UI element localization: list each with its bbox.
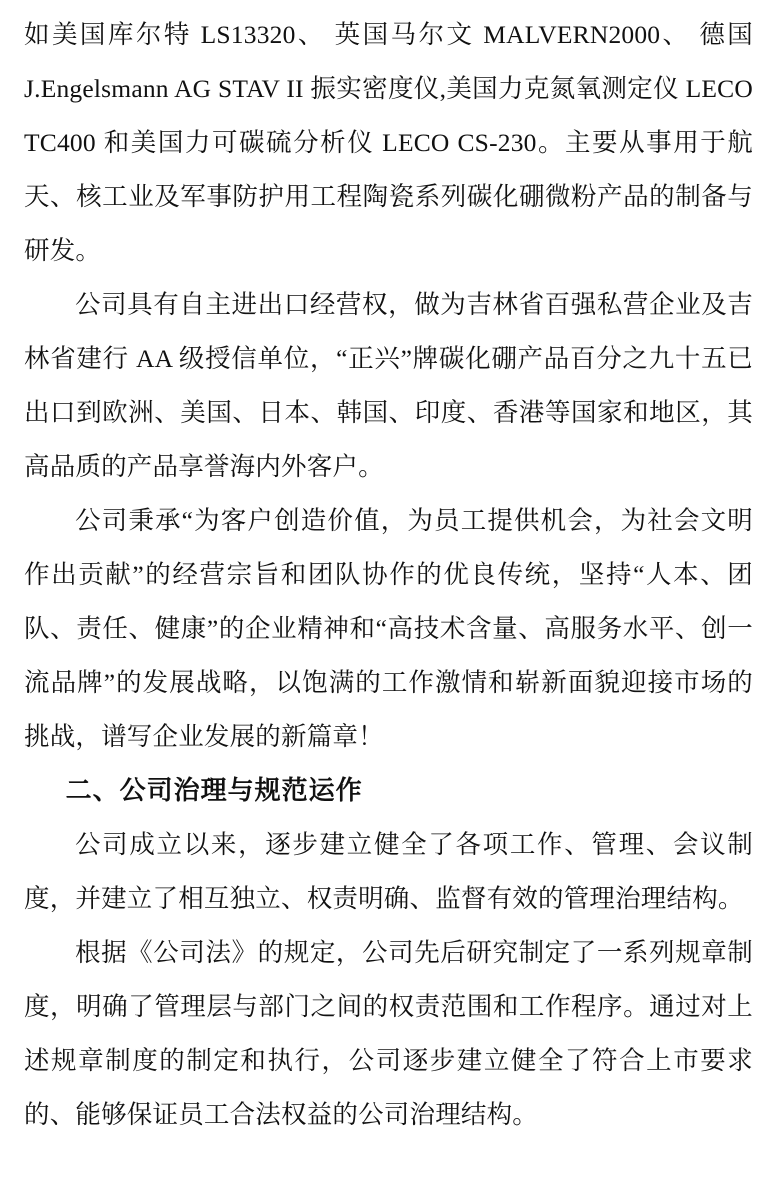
paragraph-company-law-rules: 根据《公司法》的规定，公司先后研究制定了一系列规章制度，明确了管理层与部门之间的权责范围和工作程序。通过对上述规章制度的制定和执行，公司逐步建立健全了符合上市要求的、能够保证员工合法权益的公司治理结构。 bbox=[24, 938, 753, 1129]
paragraph-equipment: 如美国库尔特 LS13320、 英国马尔文 MALVERN2000、 德国 J.Engelsmann AG STAV II 振实密度仪,美国力克氮氧测定仪 LECO TC400 和美国力可碳硫分析仪 LECO CS-230。主要从事用于航天、核工业及军事防护用工程陶瓷系列碳化硼微粉产品的制备与研发。 bbox=[24, 20, 760, 265]
paragraph-governance-structure: 公司成立以来，逐步建立健全了各项工作、管理、会议制度，并建立了相互独立、权责明确、监督有效的管理治理结构。 bbox=[24, 830, 753, 913]
paragraph-export-rights: 公司具有自主进出口经营权，做为吉林省百强私营企业及吉林省建行 AA 级授信单位，“正兴”牌碳化硼产品百分之九十五已出口到欧洲、美国、日本、韩国、印度、香港等国家和地区，其高品质的产品享誉海内外客户。 bbox=[24, 290, 753, 481]
paragraph-corporate-values: 公司秉承“为客户创造价值，为员工提供机会，为社会文明作出贡献”的经营宗旨和团队协作的优良传统，坚持“人本、团队、责任、健康”的企业精神和“高技术含量、高服务水平、创一流品牌”的发展战略，以饱满的工作激情和崭新面貌迎接市场的挑战，谱写企业发展的新篇章！ bbox=[24, 506, 753, 751]
section-heading-governance: 二、公司治理与规范运作 bbox=[65, 776, 363, 805]
